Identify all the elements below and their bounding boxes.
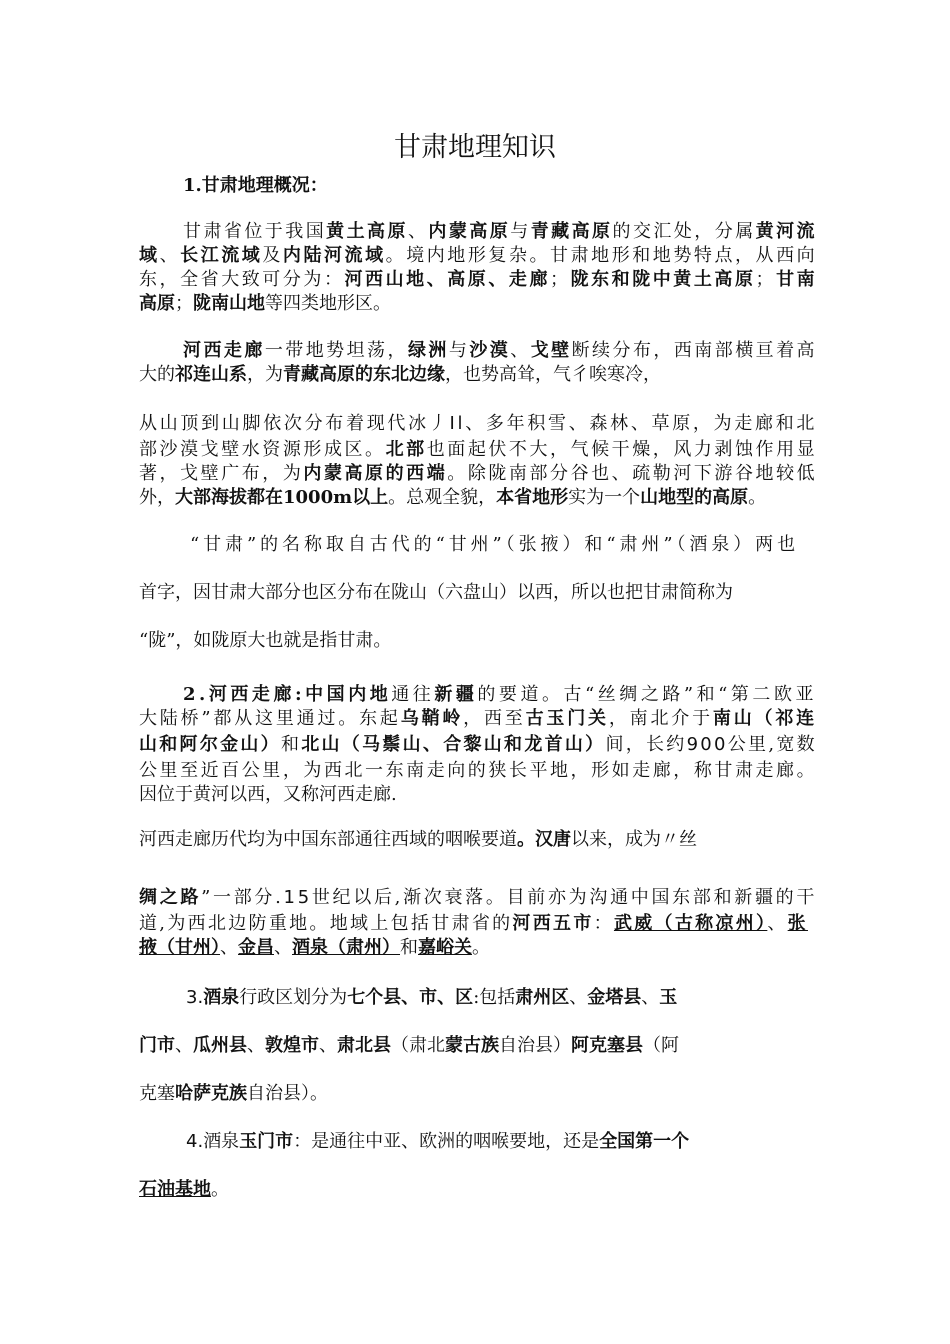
text-run: 甘肃省位于我国 [183, 221, 327, 242]
text-run: 酒泉 [203, 987, 240, 1008]
text-run: 、多年积雪、森林、草原，为走廊和北 [465, 413, 818, 434]
text-run: 山和阿尔金山） [139, 734, 281, 755]
text-line [139, 363, 661, 387]
text-run: 哈萨克族 [175, 1083, 247, 1104]
text-run: 本省地形 [496, 487, 569, 508]
text-run: 。总观全貌， [388, 487, 497, 508]
text-run: 行政区划分为 [239, 987, 348, 1008]
text-run: 山地型的高原 [640, 487, 749, 508]
text-run: 与 [510, 221, 531, 242]
text-run: 克塞 [139, 1083, 175, 1104]
text-line [139, 268, 817, 292]
text-line [139, 438, 817, 462]
text-run: 戈壁 [530, 340, 572, 361]
text-line [190, 533, 799, 557]
text-run: 。境内地形复杂。甘肃地形和地势特点，从西向 [385, 245, 818, 266]
text-run: 阿克塞县 [571, 1035, 643, 1056]
text-run: 和 [280, 734, 302, 755]
text-line [139, 912, 808, 936]
text-run: 和 [400, 937, 418, 958]
text-run: ，南北介于 [608, 708, 713, 729]
text-line [139, 828, 697, 852]
text-run: 玉 [659, 987, 678, 1008]
text-run: 陇东和陇中黄土高原 [570, 269, 756, 290]
text-run: 甘南 [776, 269, 818, 290]
text-run: 蒙古族 [445, 1035, 499, 1056]
text-run: 。 [211, 1179, 229, 1200]
text-run: 3. [186, 987, 204, 1008]
text-run: 、 [510, 340, 531, 361]
text-run: 、 [274, 937, 292, 958]
text-run: 的交汇处，分属 [612, 221, 756, 242]
text-line [186, 986, 677, 1010]
text-run: 掖（甘州） [139, 937, 220, 958]
text-run: 2.河西走廊:中国内地 [183, 684, 392, 705]
text-run: 因位于黄河以西，又称河西走廊. [139, 784, 397, 805]
text-line [139, 412, 817, 436]
text-run: 东，全省大致可分为： [139, 269, 345, 290]
text-run: ：是通往中亚、欧洲的咽喉要地，还是 [293, 1131, 600, 1152]
text-line [139, 462, 817, 486]
text-run: 。汉唐 [517, 829, 571, 850]
text-line [183, 174, 328, 198]
text-run: 世纪以后,渐次衰落。目前亦为沟通中国东部和新疆的干 [311, 887, 818, 908]
text-run: ，也势高耸，气彳唉寒冷， [445, 364, 661, 385]
text-run: 、 [569, 987, 588, 1008]
text-run: 以来，成为〃丝 [571, 829, 697, 850]
text-run: 自治县）。 [247, 1083, 328, 1104]
text-run: 、 [319, 1035, 337, 1056]
text-run: 从山顶到山脚依次分布着现代冰丿 [139, 413, 450, 434]
document-title: 甘肃地理知识 [394, 132, 556, 164]
text-run: 。 [748, 487, 767, 508]
text-run: 大部海拔都在1000m以上 [175, 487, 389, 508]
text-run: 15 [283, 887, 312, 908]
text-run: 公里至近百公里，为西北一东南走向的狭长平地，形如走廊，称甘肃走廊。 [139, 760, 818, 781]
text-line [139, 1082, 328, 1106]
text-run: 部沙漠戈壁水资源形成区。 [139, 439, 386, 460]
text-run: 4. [186, 1131, 204, 1152]
text-run: 域 [139, 245, 160, 266]
text-line [139, 292, 391, 316]
text-run: 祁连山系 [175, 364, 247, 385]
text-run: 的要道。古“丝绸之路”和“第二欧亚 [477, 684, 818, 705]
text-run: 外， [139, 487, 175, 508]
text-run: 通往 [391, 684, 435, 705]
text-run: 玉门市 [239, 1131, 294, 1152]
text-run: 及 [262, 245, 283, 266]
text-line [139, 244, 817, 268]
text-run: 、 [175, 1035, 193, 1056]
text-run: ，为 [247, 364, 283, 385]
text-run: ； [550, 269, 571, 290]
text-run: 一带地势坦荡， [264, 340, 408, 361]
text-line [183, 220, 817, 244]
text-run: ； [175, 293, 193, 314]
text-run: 瓜州县 [193, 1035, 247, 1056]
text-line [183, 339, 817, 363]
text-run: 河西走廊 [183, 340, 265, 361]
text-line [186, 1130, 689, 1154]
text-run: 酒泉（肃州） [292, 937, 400, 958]
text-run: 河西走廊历代均为中国东部通往西域的咽喉要道 [139, 829, 517, 850]
text-run: 等四类地形区。 [265, 293, 391, 314]
text-line [139, 1178, 229, 1202]
text-run: 金塔县 [587, 987, 642, 1008]
text-run: 实为一个 [568, 487, 641, 508]
text-run: “甘肃”的名称取自古代的“甘州”（张掖）和“肃州”（酒泉）两也 [190, 534, 800, 555]
text-run: 、 [247, 1035, 265, 1056]
text-run: 南山（祁连 [712, 708, 817, 729]
text-run: 黄河流 [755, 221, 818, 242]
text-run: 内陆河流域 [282, 245, 386, 266]
text-run: 张 [787, 913, 808, 934]
text-line [139, 629, 391, 653]
text-run: （阿 [643, 1035, 679, 1056]
text-run: 绿洲 [407, 340, 449, 361]
text-run: 肃北县 [337, 1035, 391, 1056]
text-run: ”一部分. [201, 887, 284, 908]
text-run: :包括 [473, 987, 516, 1008]
text-run: 内蒙高原的西端 [303, 463, 448, 484]
text-run: ： [593, 913, 614, 934]
text-run: 著，戈壁广布，为 [139, 463, 304, 484]
text-run: 绸之路 [139, 887, 202, 908]
text-run: 北山（马鬃山、合黎山和龙首山） [301, 734, 606, 755]
text-run: Il [449, 413, 466, 434]
text-line [139, 759, 817, 783]
text-line [139, 783, 397, 807]
text-run: 新疆 [434, 684, 478, 705]
text-run: 河西山地、高原、走廊 [344, 269, 550, 290]
text-run: （肃北 [391, 1035, 445, 1056]
text-run: 河西五市 [512, 913, 594, 934]
text-run: ，西至 [463, 708, 526, 729]
text-run: 间，长约 [605, 734, 687, 755]
text-run: 七个县、市、区 [347, 987, 474, 1008]
text-line [139, 886, 817, 910]
text-run: 武威（古称凉州） [613, 913, 768, 934]
text-run: 青藏高原的东北边缘 [283, 364, 445, 385]
text-run: 、 [767, 913, 788, 934]
text-run: 长江流域 [180, 245, 263, 266]
text-run: 与 [448, 340, 470, 361]
text-run: 高原 [139, 293, 175, 314]
text-run: 、 [220, 937, 238, 958]
text-run: 断续分布，西南部横亘着高 [571, 340, 817, 361]
text-run: 内蒙高原 [428, 221, 511, 242]
text-run: 大陆桥”都从这里通过。东起 [139, 708, 401, 729]
text-run: 、 [159, 245, 181, 266]
text-line [139, 486, 766, 510]
text-run: 金昌 [238, 937, 274, 958]
text-run: 嘉峪关 [418, 937, 472, 958]
text-run: 900 [686, 734, 728, 755]
text-run: ； [755, 269, 777, 290]
text-run: 、 [407, 221, 429, 242]
text-run: 青藏高原 [530, 221, 613, 242]
text-run: 、 [641, 987, 660, 1008]
text-run: 陇南山地 [193, 293, 265, 314]
text-run: 门市 [139, 1035, 175, 1056]
text-line [139, 733, 817, 757]
text-run: 道,为西北边防重地。地域上包括甘肃省的 [139, 913, 513, 934]
text-run: 也面起伏不大，气候干燥，风力剥蚀作用显 [426, 439, 818, 460]
text-run: 公里,宽数 [727, 734, 817, 755]
text-run: 首字，因甘肃大部分也区分布在陇山（六盘山）以西，所以也把甘肃简称为 [139, 582, 733, 603]
text-run: 大的 [139, 364, 175, 385]
text-line [139, 936, 490, 960]
text-run: 古玉门关 [525, 708, 609, 729]
text-run: 敦煌市 [265, 1035, 319, 1056]
text-line [139, 1034, 679, 1058]
text-run: 肃州区 [515, 987, 570, 1008]
text-run: 沙漠 [469, 340, 511, 361]
text-run: 。 [472, 937, 490, 958]
text-run: “陇”，如陇原大也就是指甘肃。 [139, 630, 392, 651]
text-run: 全国第一个 [599, 1131, 690, 1152]
text-run: 自治县） [499, 1035, 571, 1056]
text-run: 北部 [385, 439, 427, 460]
text-run: 1.甘肃地理概况： [183, 175, 328, 196]
text-run: 石油基地 [139, 1179, 211, 1200]
text-run: 酒泉 [203, 1131, 240, 1152]
text-run: 乌鞘岭 [400, 708, 464, 729]
text-run: 。除陇南部分谷也、疏勒河下游谷地较低 [447, 463, 818, 484]
text-line [139, 707, 817, 731]
text-line [139, 581, 733, 605]
text-run: 黄土高原 [326, 221, 408, 242]
text-line [183, 683, 817, 707]
